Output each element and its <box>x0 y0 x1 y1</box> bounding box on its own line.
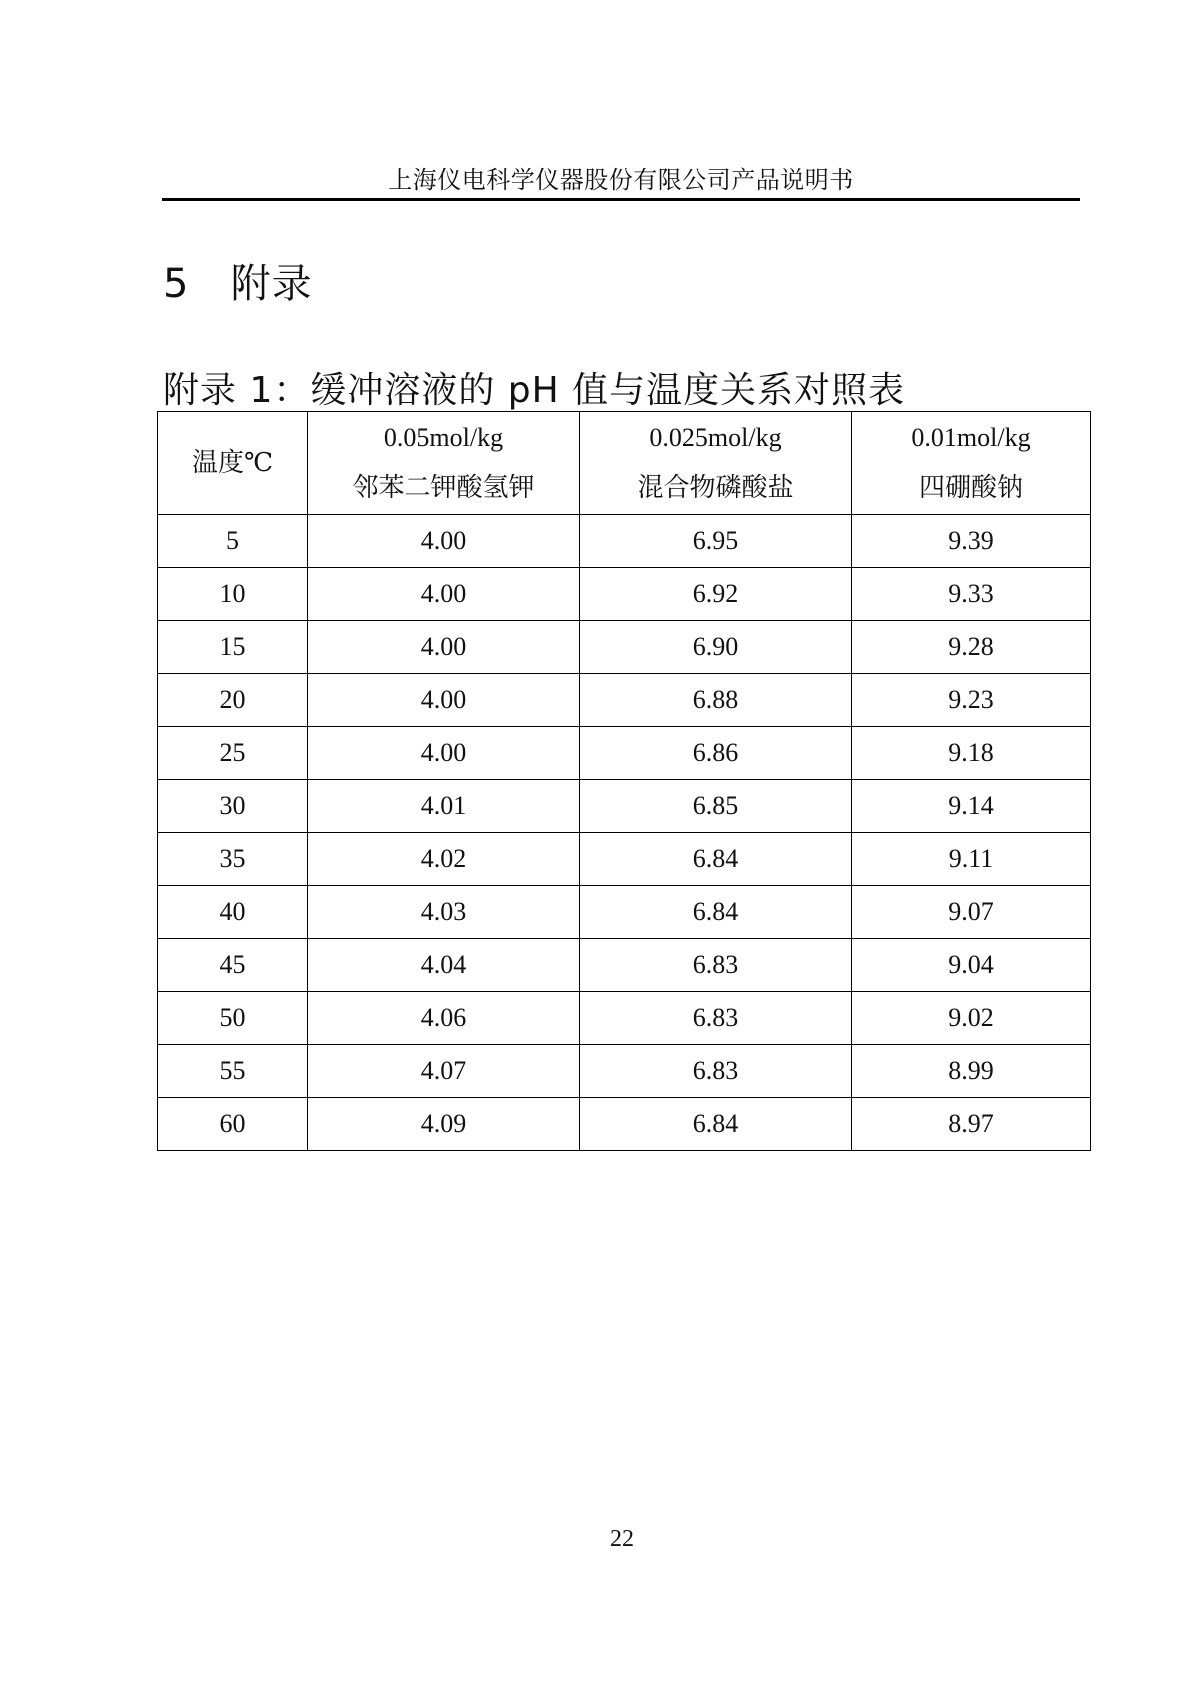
cell-temperature: 45 <box>158 939 308 992</box>
cell-temperature: 50 <box>158 992 308 1045</box>
cell-borax-ph: 9.33 <box>852 568 1091 621</box>
cell-temperature: 60 <box>158 1098 308 1151</box>
section-title: 附录 <box>230 261 313 307</box>
column-header-concentration: 0.01mol/kg <box>911 423 1031 452</box>
column-header-phthalate <box>308 412 580 515</box>
cell-temperature: 35 <box>158 833 308 886</box>
section-heading <box>163 252 313 309</box>
table-row <box>158 674 1091 727</box>
cell-phosphate-ph: 6.95 <box>580 515 852 568</box>
header-divider <box>162 198 1080 201</box>
table-row <box>158 1045 1091 1098</box>
cell-borax-ph: 9.11 <box>852 833 1091 886</box>
cell-phosphate-ph: 6.88 <box>580 674 852 727</box>
cell-temperature: 10 <box>158 568 308 621</box>
cell-borax-ph: 9.02 <box>852 992 1091 1045</box>
cell-borax-ph: 9.23 <box>852 674 1091 727</box>
cell-borax-ph: 9.14 <box>852 780 1091 833</box>
table-row <box>158 727 1091 780</box>
table-row <box>158 886 1091 939</box>
column-header-temperature <box>158 412 308 515</box>
cell-phosphate-ph: 6.83 <box>580 939 852 992</box>
cell-phosphate-ph: 6.84 <box>580 833 852 886</box>
cell-phosphate-ph: 6.83 <box>580 992 852 1045</box>
cell-phthalate-ph: 4.07 <box>308 1045 580 1098</box>
cell-temperature: 25 <box>158 727 308 780</box>
column-header-concentration: 0.025mol/kg <box>649 423 782 452</box>
cell-phthalate-ph: 4.06 <box>308 992 580 1045</box>
cell-phosphate-ph: 6.83 <box>580 1045 852 1098</box>
cell-temperature: 15 <box>158 621 308 674</box>
table-row <box>158 621 1091 674</box>
column-header-borax <box>852 412 1091 515</box>
cell-phthalate-ph: 4.01 <box>308 780 580 833</box>
table-body <box>158 515 1091 1151</box>
cell-phosphate-ph: 6.84 <box>580 886 852 939</box>
cell-temperature: 55 <box>158 1045 308 1098</box>
column-header-label: 温度℃ <box>191 448 274 477</box>
cell-phthalate-ph: 4.04 <box>308 939 580 992</box>
cell-phthalate-ph: 4.00 <box>308 515 580 568</box>
cell-borax-ph: 9.39 <box>852 515 1091 568</box>
table-row <box>158 833 1091 886</box>
cell-phosphate-ph: 6.86 <box>580 727 852 780</box>
cell-phosphate-ph: 6.92 <box>580 568 852 621</box>
table-row <box>158 568 1091 621</box>
column-header-substance: 邻苯二钾酸氢钾 <box>352 473 535 502</box>
cell-phthalate-ph: 4.00 <box>308 568 580 621</box>
ph-temperature-table <box>157 411 1091 1151</box>
cell-phthalate-ph: 4.00 <box>308 727 580 780</box>
cell-borax-ph: 8.97 <box>852 1098 1091 1151</box>
table-row <box>158 939 1091 992</box>
cell-phthalate-ph: 4.02 <box>308 833 580 886</box>
cell-temperature: 30 <box>158 780 308 833</box>
table-title: 附录 1：缓冲溶液的 pH 值与温度关系对照表 <box>163 370 906 411</box>
cell-phosphate-ph: 6.90 <box>580 621 852 674</box>
cell-temperature: 40 <box>158 886 308 939</box>
column-header-phosphate <box>580 412 852 515</box>
table-row <box>158 780 1091 833</box>
cell-temperature: 5 <box>158 515 308 568</box>
column-header-substance: 混合物磷酸盐 <box>637 473 794 502</box>
cell-borax-ph: 9.04 <box>852 939 1091 992</box>
section-number: 5 <box>163 261 190 307</box>
cell-borax-ph: 9.28 <box>852 621 1091 674</box>
table-row <box>158 515 1091 568</box>
cell-borax-ph: 9.18 <box>852 727 1091 780</box>
table-row <box>158 992 1091 1045</box>
cell-phthalate-ph: 4.00 <box>308 674 580 727</box>
cell-borax-ph: 8.99 <box>852 1045 1091 1098</box>
cell-phthalate-ph: 4.09 <box>308 1098 580 1151</box>
cell-phosphate-ph: 6.85 <box>580 780 852 833</box>
table-row <box>158 1098 1091 1151</box>
cell-temperature: 20 <box>158 674 308 727</box>
cell-borax-ph: 9.07 <box>852 886 1091 939</box>
running-header: 上海仪电科学仪器股份有限公司产品说明书 <box>388 168 854 194</box>
page-number: 22 <box>610 1526 634 1552</box>
cell-phosphate-ph: 6.84 <box>580 1098 852 1151</box>
table-header-row <box>158 412 1091 515</box>
cell-phthalate-ph: 4.03 <box>308 886 580 939</box>
column-header-substance: 四硼酸钠 <box>918 473 1023 502</box>
column-header-concentration: 0.05mol/kg <box>383 423 504 452</box>
cell-phthalate-ph: 4.00 <box>308 621 580 674</box>
